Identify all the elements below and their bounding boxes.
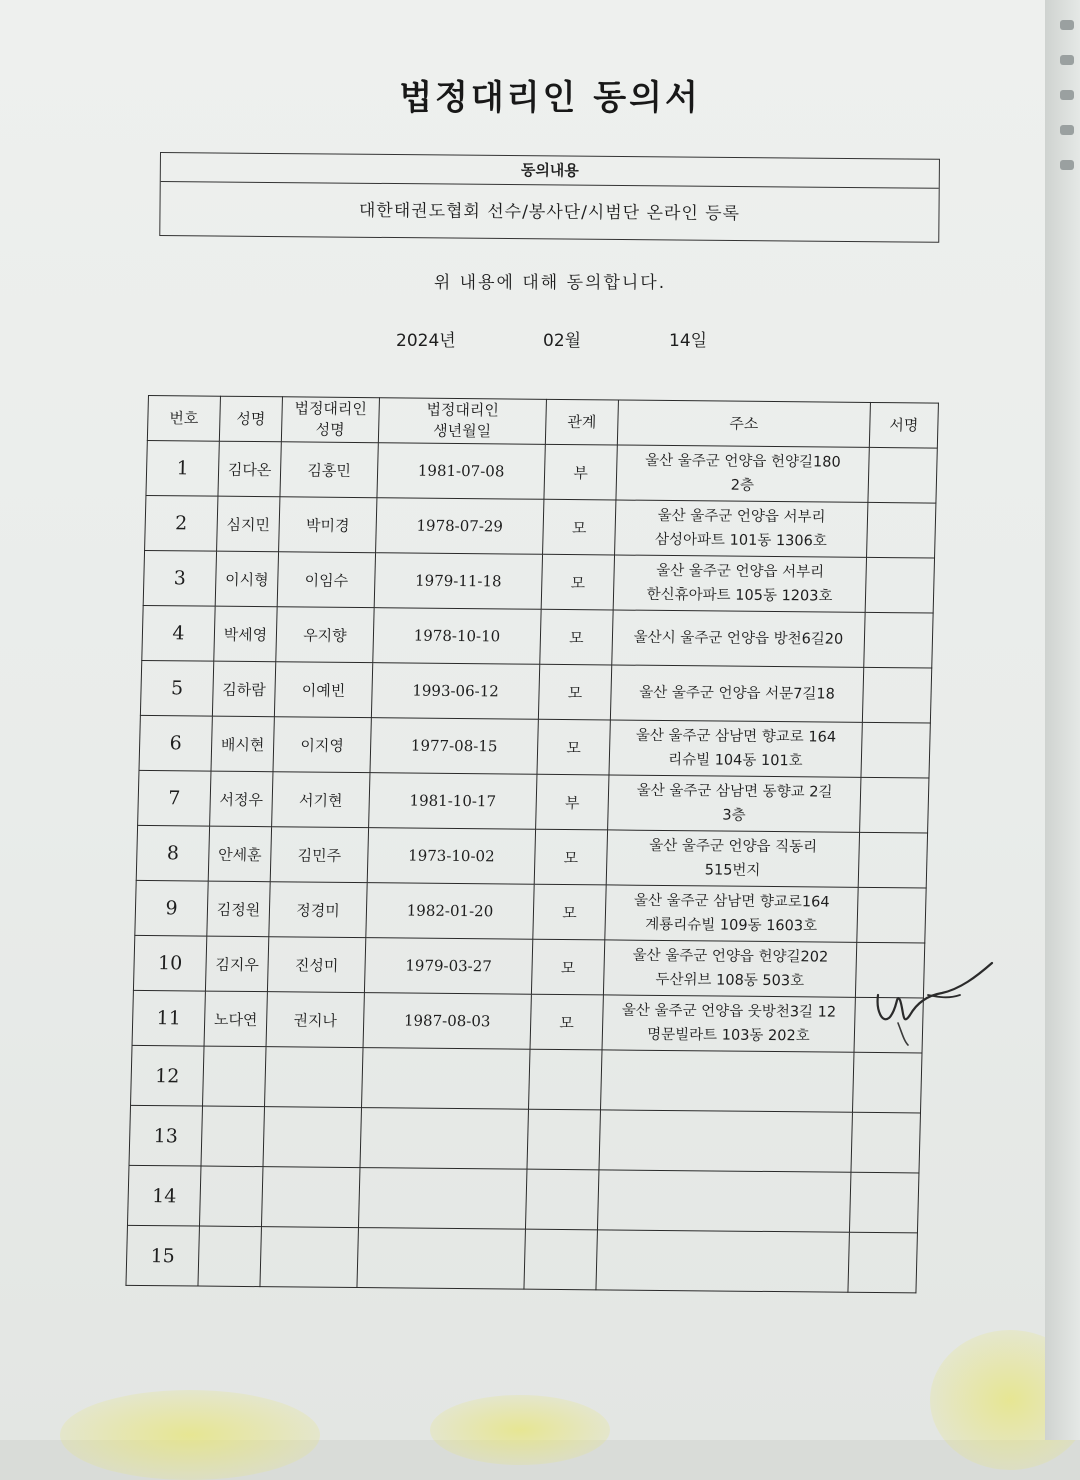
address-line: 계룡리슈빌 109동 1603호 xyxy=(645,916,818,935)
empty-cell xyxy=(848,1232,918,1293)
row-number: 13 xyxy=(129,1105,203,1166)
relation: 모 xyxy=(543,499,616,555)
relation: 모 xyxy=(533,884,606,940)
guardian-birthdate: 1987-08-03 xyxy=(363,993,531,1050)
address-line: 삼성아파트 101동 1306호 xyxy=(654,531,828,550)
empty-cell xyxy=(198,1226,262,1287)
address-line: 두산위브 108동 503호 xyxy=(655,971,805,990)
table-header-row xyxy=(147,396,938,449)
row-number: 1 xyxy=(146,440,219,496)
binder-ring xyxy=(1060,20,1074,30)
agreement-text: 위 내용에 대해 동의합니다. xyxy=(433,273,667,293)
table-row xyxy=(131,1045,922,1113)
handwritten-signature xyxy=(868,955,998,1050)
empty-cell xyxy=(357,1228,526,1290)
empty-cell xyxy=(527,1109,601,1170)
consent-header: 동의내용 xyxy=(161,153,939,189)
address-line: 리슈빌 104동 101호 xyxy=(667,752,803,770)
guardian-name: 김홍민 xyxy=(280,442,378,498)
student-name: 박세영 xyxy=(214,606,277,662)
table-row xyxy=(127,1165,918,1233)
document-title: 법정대리인 동의서 xyxy=(399,78,701,118)
consent-content: 대한태권도협회 선수/봉사단/시범단 온라인 등록 xyxy=(358,200,741,225)
guardian-birthdate: 1993-06-12 xyxy=(371,663,539,720)
address xyxy=(605,885,858,942)
student-name: 노다연 xyxy=(204,991,267,1047)
address-line: 울산 울주군 언양읍 헌양길202 xyxy=(632,947,829,966)
header-address: 주소 xyxy=(617,400,870,447)
student-name: 이시형 xyxy=(215,551,278,607)
guardian-table-wrapper xyxy=(125,395,939,1293)
address-line: 한신휴아파트 105동 1203호 xyxy=(646,586,833,605)
student-name: 서정우 xyxy=(210,771,273,827)
header-guardian-name xyxy=(281,397,379,443)
table-row xyxy=(126,1225,917,1293)
row-number: 11 xyxy=(132,990,205,1046)
guardian-name: 이임수 xyxy=(277,552,375,608)
address-line: 울산 울주군 삼남면 향교로164 xyxy=(633,892,830,911)
address-line: 명문빌라트 103동 202호 xyxy=(646,1026,810,1045)
row-number: 14 xyxy=(127,1165,201,1226)
relation: 부 xyxy=(536,774,609,830)
header-relation: 관계 xyxy=(545,399,618,445)
address-line: 울산 울주군 언양읍 서부리 xyxy=(657,507,826,526)
address-line: 울산 울주군 언양읍 서문7길18 xyxy=(639,684,836,703)
table-row xyxy=(138,770,929,833)
empty-cell xyxy=(596,1230,850,1292)
binder-ring xyxy=(1060,125,1074,135)
binder-ring xyxy=(1060,90,1074,100)
table-row xyxy=(129,1105,920,1173)
row-number: 4 xyxy=(142,605,215,661)
header-no: 번호 xyxy=(147,396,220,442)
row-number: 15 xyxy=(126,1225,200,1286)
guardian-birthdate: 1981-07-08 xyxy=(377,443,545,500)
header-guardian-name-line2: 성명 xyxy=(315,420,345,439)
header-name: 성명 xyxy=(219,396,282,442)
empty-cell xyxy=(525,1169,599,1230)
binder-ring xyxy=(1060,55,1074,65)
address-line: 울산 울주군 삼남면 향교로 164 xyxy=(635,727,837,746)
empty-cell xyxy=(260,1227,359,1288)
address-line: 515번지 xyxy=(704,862,761,879)
address-line: 울산 울주군 언양읍 헌양길180 xyxy=(644,452,841,471)
yellow-stain xyxy=(60,1390,320,1480)
date-month: 02월 xyxy=(543,331,582,351)
address xyxy=(616,445,869,502)
address xyxy=(603,940,856,997)
header-guardian-name-line1: 법정대리인 xyxy=(294,399,368,419)
guardian-birthdate: 1981-10-17 xyxy=(369,773,537,830)
signature-cell xyxy=(864,612,933,668)
table-row xyxy=(146,440,937,503)
empty-cell xyxy=(597,1170,851,1232)
empty-cell xyxy=(524,1229,598,1290)
empty-cell xyxy=(360,1108,529,1170)
address xyxy=(606,830,859,887)
student-name: 김정원 xyxy=(207,881,270,937)
table-row xyxy=(143,550,934,613)
signature-cell xyxy=(862,667,931,723)
address-line: 2층 xyxy=(730,477,755,494)
address xyxy=(609,720,862,777)
student-name: 김다온 xyxy=(218,441,281,497)
row-number: 2 xyxy=(145,495,218,551)
address-line: 울산시 울주군 언양읍 방천6길20 xyxy=(633,629,844,648)
guardian-name: 우지향 xyxy=(276,607,374,663)
table-row xyxy=(136,825,927,888)
table-body xyxy=(126,440,937,1292)
table-row xyxy=(133,935,924,998)
empty-cell xyxy=(851,1112,921,1173)
yellow-stain xyxy=(430,1395,610,1465)
table-row xyxy=(145,495,936,558)
address xyxy=(610,665,863,722)
guardian-birthdate: 1978-07-29 xyxy=(376,498,544,555)
student-name: 김하람 xyxy=(212,661,275,717)
signature-cell xyxy=(861,722,930,778)
row-number: 9 xyxy=(135,880,208,936)
empty-cell xyxy=(263,1107,362,1168)
guardian-birthdate: 1977-08-15 xyxy=(370,718,538,775)
address xyxy=(613,555,866,612)
signature-cell xyxy=(857,887,926,943)
table-row xyxy=(140,660,931,723)
guardian-name: 박미경 xyxy=(279,497,377,553)
consent-box xyxy=(159,152,940,243)
address xyxy=(602,995,855,1052)
relation: 모 xyxy=(540,609,613,665)
empty-cell xyxy=(362,1048,531,1110)
empty-cell xyxy=(529,1049,603,1110)
guardian-name: 정경미 xyxy=(269,882,367,938)
address-line: 울산 울주군 삼남면 동향교 2길 xyxy=(636,782,833,801)
relation: 모 xyxy=(538,664,611,720)
signature-cell xyxy=(868,447,937,503)
student-name: 심지민 xyxy=(217,496,280,552)
row-number: 6 xyxy=(139,715,212,771)
table-row xyxy=(135,880,926,943)
empty-cell xyxy=(358,1168,527,1230)
empty-cell xyxy=(849,1172,919,1233)
guardian-name: 진성미 xyxy=(267,937,365,993)
header-guardian-birth-line1: 법정대리인 xyxy=(426,400,500,420)
relation: 부 xyxy=(544,444,617,500)
guardian-name: 권지나 xyxy=(266,992,364,1048)
relation: 모 xyxy=(541,554,614,610)
binder-ring xyxy=(1060,160,1074,170)
student-name: 김지우 xyxy=(205,936,268,992)
signature-cell xyxy=(867,502,936,558)
relation: 모 xyxy=(531,939,604,995)
guardian-name: 이지영 xyxy=(273,717,371,773)
guardian-name: 김민주 xyxy=(270,827,368,883)
row-number: 10 xyxy=(133,935,206,991)
address-line: 3층 xyxy=(722,807,746,824)
signature-cell xyxy=(860,777,929,833)
table-row xyxy=(139,715,930,778)
address-line: 울산 울주군 언양읍 직동리 xyxy=(649,837,818,856)
guardian-birthdate: 1973-10-02 xyxy=(367,828,535,885)
guardian-table xyxy=(125,395,939,1293)
empty-cell xyxy=(201,1106,265,1167)
date-year: 2024년 xyxy=(396,331,456,351)
row-number: 8 xyxy=(136,825,209,881)
address xyxy=(608,775,861,832)
relation: 모 xyxy=(537,719,610,775)
guardian-birthdate: 1979-03-27 xyxy=(364,938,532,995)
table-row xyxy=(132,990,923,1053)
address-line: 울산 울주군 언양읍 서부리 xyxy=(655,562,825,581)
address xyxy=(612,610,865,667)
empty-cell xyxy=(599,1110,853,1172)
empty-cell xyxy=(203,1046,267,1107)
address xyxy=(615,500,868,557)
header-guardian-birth-line2: 생년월일 xyxy=(432,421,492,441)
date-day: 14일 xyxy=(669,331,708,351)
relation: 모 xyxy=(534,829,607,885)
row-number: 12 xyxy=(131,1045,205,1106)
guardian-birthdate: 1979-11-18 xyxy=(374,553,542,610)
address-line: 울산 울주군 언양읍 웃방천3길 12 xyxy=(621,1002,837,1021)
table-row xyxy=(142,605,933,668)
row-number: 7 xyxy=(138,770,211,826)
empty-cell xyxy=(261,1167,360,1228)
guardian-birthdate: 1978-10-10 xyxy=(373,608,541,665)
empty-cell xyxy=(265,1047,364,1108)
relation: 모 xyxy=(530,994,603,1050)
row-number: 3 xyxy=(143,550,216,606)
student-name: 배시현 xyxy=(211,716,274,772)
guardian-birthdate: 1982-01-20 xyxy=(366,883,534,940)
signature-cell xyxy=(858,832,927,888)
guardian-name: 서기현 xyxy=(272,772,370,828)
signature-cell xyxy=(865,557,934,613)
header-guardian-birth xyxy=(378,398,546,445)
guardian-name: 이예빈 xyxy=(274,662,372,718)
empty-cell xyxy=(600,1050,854,1112)
student-name: 안세훈 xyxy=(208,826,271,882)
empty-cell xyxy=(199,1166,263,1227)
empty-cell xyxy=(852,1052,922,1113)
binder-edge xyxy=(1045,0,1080,1440)
row-number: 5 xyxy=(140,660,213,716)
header-signature: 서명 xyxy=(869,402,938,448)
